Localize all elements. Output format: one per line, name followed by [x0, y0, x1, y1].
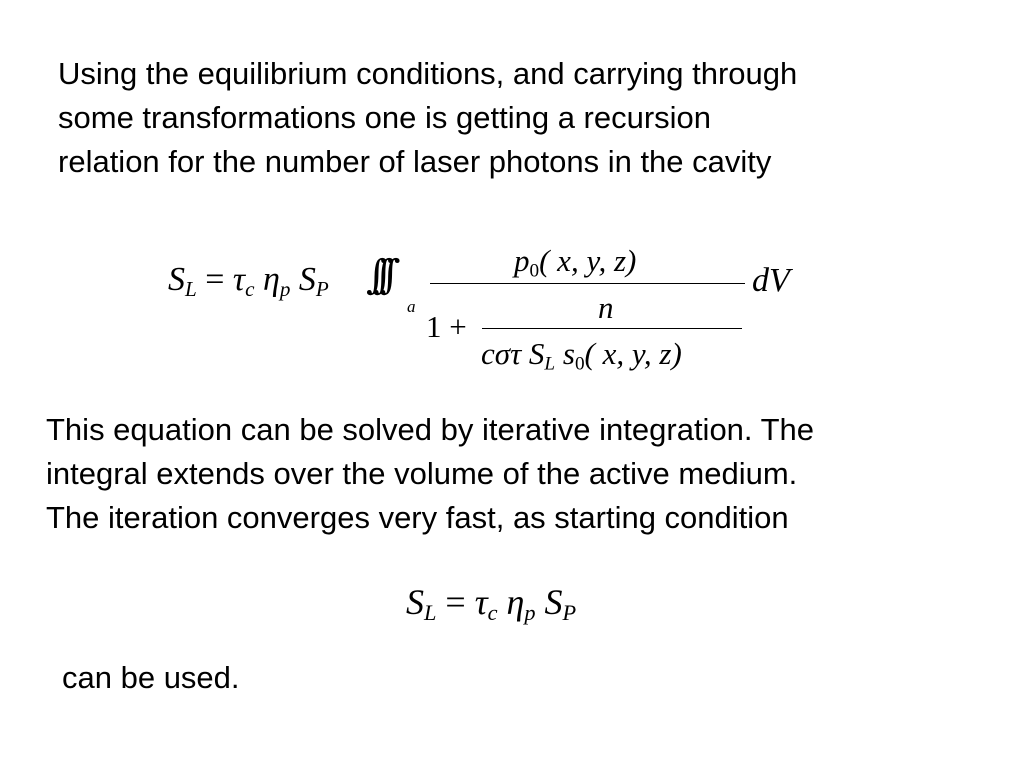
symbol-S: S [406, 582, 424, 622]
symbol-eta: η [262, 261, 280, 298]
fraction-numerator [514, 243, 637, 282]
function-args-inner: ( x, y, z) [584, 336, 682, 371]
subscript-L: L [424, 600, 437, 626]
symbol-S-pump: S [544, 582, 563, 622]
intro-line-3: relation for the number of laser photons in the cavity [58, 144, 772, 179]
symbol-c: c [481, 336, 495, 371]
equals-sign: = [196, 261, 233, 298]
main-fraction-bar [430, 283, 745, 284]
one-plus: 1 + [426, 309, 467, 344]
intro-paragraph [58, 52, 797, 184]
inner-fraction-bar [482, 328, 742, 329]
dV-text: dV [752, 262, 790, 299]
subscript-L-inner: L [544, 353, 556, 375]
triple-integral-sign: ∫∫∫ [366, 252, 387, 298]
function-args: ( x, y, z) [539, 243, 637, 278]
symbol-s: s [562, 336, 575, 371]
subscript-0: 0 [529, 260, 540, 282]
subscript-P: P [562, 600, 577, 626]
explanation-line-2: integral extends over the volume of the active medium. [46, 456, 798, 491]
explanation-line-1: This equation can be solved by iterative integration. The [46, 412, 815, 447]
symbol-n: n [598, 290, 614, 325]
symbol-eta: η [506, 582, 525, 622]
volume-element [752, 262, 790, 300]
subscript-P: P [315, 276, 329, 301]
closing-text: can be used. [62, 660, 240, 695]
inner-denominator [481, 336, 682, 375]
symbol-p: p [514, 243, 530, 278]
symbol-S-pump: S [298, 261, 316, 298]
symbol-tau: τ [474, 582, 488, 622]
inner-numerator [598, 290, 614, 326]
intro-line-2: some transformations one is getting a recursion [58, 100, 712, 135]
equals-sign: = [436, 582, 475, 622]
symbol-S-inner: S [528, 336, 545, 371]
starting-condition-equation [406, 581, 577, 626]
intro-line-1: Using the equilibrium conditions, and carrying through [58, 56, 798, 91]
symbol-S: S [168, 261, 185, 298]
explanation-paragraph [46, 408, 814, 540]
subscript-p: p [279, 276, 291, 301]
equation-lhs [168, 261, 329, 299]
explanation-line-3: The iteration converges very fast, as starting condition [46, 500, 789, 535]
symbol-sigma: σ [494, 336, 511, 371]
integral-subscript: a [407, 297, 416, 316]
symbol-tau: τ [232, 261, 246, 298]
symbol-tau-inner: τ [510, 336, 522, 371]
subscript-p: p [524, 600, 536, 626]
subscript-c: c [487, 600, 498, 626]
subscript-L: L [185, 276, 197, 301]
subscript-c: c [245, 276, 255, 301]
subscript-0-inner: 0 [574, 353, 585, 375]
